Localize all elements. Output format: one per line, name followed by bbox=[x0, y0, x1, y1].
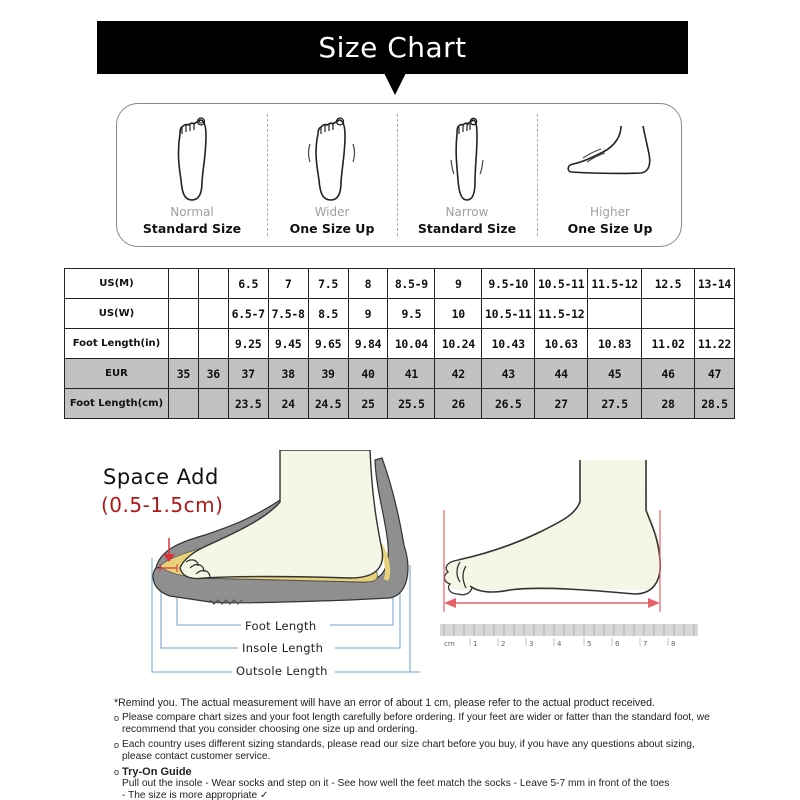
table-cell bbox=[198, 299, 228, 329]
table-cell: 43 bbox=[482, 359, 535, 389]
space-add-range: (0.5-1.5cm) bbox=[101, 493, 224, 517]
foot-type-normal bbox=[117, 104, 267, 246]
table-cell: 9 bbox=[435, 269, 482, 299]
table-cell: 8.5 bbox=[308, 299, 348, 329]
table-cell: 24 bbox=[268, 389, 308, 419]
svg-text:7: 7 bbox=[643, 640, 648, 648]
table-cell bbox=[588, 299, 642, 329]
title-pointer-arrow bbox=[384, 73, 406, 95]
table-cell: 10 bbox=[435, 299, 482, 329]
table-cell: 11.5-12 bbox=[535, 299, 588, 329]
high-arch-foot-icon bbox=[565, 124, 655, 194]
table-cell: 8.5-9 bbox=[388, 269, 435, 299]
bullet-circle-icon: o bbox=[114, 713, 120, 723]
size-recommendation: Standard Size bbox=[142, 221, 242, 236]
table-cell: 6.5 bbox=[228, 269, 268, 299]
table-cell: 13-14 bbox=[694, 269, 734, 299]
ruler-unit: cm bbox=[444, 640, 455, 648]
table-cell: 38 bbox=[268, 359, 308, 389]
table-cell: 9.25 bbox=[228, 329, 268, 359]
table-cell: 37 bbox=[228, 359, 268, 389]
row-header: US(M) bbox=[65, 269, 169, 299]
foot-type-label: Narrow bbox=[445, 205, 489, 219]
table-cell: 36 bbox=[198, 359, 228, 389]
foot-type-label: Normal bbox=[170, 205, 214, 219]
table-row-us-women bbox=[65, 299, 735, 329]
svg-text:8: 8 bbox=[671, 640, 676, 648]
bare-foot-measure-diagram bbox=[430, 450, 710, 660]
table-cell: 11.5-12 bbox=[588, 269, 642, 299]
table-cell: 40 bbox=[348, 359, 388, 389]
table-cell: 9.65 bbox=[308, 329, 348, 359]
try-on-result: - The size is more appropriate ✓ bbox=[122, 790, 269, 800]
table-cell: 10.83 bbox=[588, 329, 642, 359]
table-cell bbox=[198, 329, 228, 359]
table-cell: 28 bbox=[642, 389, 695, 419]
table-cell: 7.5-8 bbox=[268, 299, 308, 329]
note-text: Please compare chart sizes and your foot length carefully before ordering. If your feet are wider or fatter than the standard foot, we recommend that you consider choosing one size up and ordering. bbox=[122, 712, 710, 735]
wide-foot-icon bbox=[304, 112, 360, 204]
size-chart-title-banner bbox=[97, 21, 688, 74]
table-cell: 10.63 bbox=[535, 329, 588, 359]
table-cell bbox=[694, 299, 734, 329]
foot-type-label: Wider bbox=[314, 205, 350, 219]
table-cell: 44 bbox=[535, 359, 588, 389]
bullet-circle-icon: o bbox=[114, 767, 120, 777]
table-cell: 42 bbox=[435, 359, 482, 389]
table-cell: 35 bbox=[168, 359, 198, 389]
sizing-notes bbox=[114, 697, 714, 800]
svg-text:6: 6 bbox=[615, 640, 620, 648]
table-row-eur bbox=[65, 359, 735, 389]
table-cell: 10.43 bbox=[482, 329, 535, 359]
table-cell: 26.5 bbox=[482, 389, 535, 419]
table-cell: 26 bbox=[435, 389, 482, 419]
foot-type-label: Higher bbox=[590, 205, 630, 219]
table-cell: 24.5 bbox=[308, 389, 348, 419]
table-row-foot-length-in bbox=[65, 329, 735, 359]
table-cell: 9.5-10 bbox=[482, 269, 535, 299]
bullet-circle-icon: o bbox=[114, 740, 120, 750]
table-cell: 12.5 bbox=[642, 269, 695, 299]
normal-foot-icon bbox=[172, 112, 212, 204]
table-cell bbox=[168, 269, 198, 299]
size-recommendation: One Size Up bbox=[289, 221, 375, 236]
insole-length-label: Insole Length bbox=[238, 641, 327, 655]
table-cell: 41 bbox=[388, 359, 435, 389]
space-add-label: Space Add bbox=[103, 465, 219, 489]
row-header: EUR bbox=[65, 359, 169, 389]
table-cell: 39 bbox=[308, 359, 348, 389]
try-on-title: Try-On Guide bbox=[122, 766, 192, 778]
table-cell: 10.5-11 bbox=[535, 269, 588, 299]
table-cell: 27.5 bbox=[588, 389, 642, 419]
table-cell bbox=[642, 299, 695, 329]
table-cell: 9.84 bbox=[348, 329, 388, 359]
foot-type-higher bbox=[537, 104, 683, 246]
foot-length-label: Foot Length bbox=[241, 619, 320, 633]
table-cell bbox=[168, 389, 198, 419]
table-cell: 10.24 bbox=[435, 329, 482, 359]
table-cell: 11.22 bbox=[694, 329, 734, 359]
table-cell bbox=[198, 269, 228, 299]
svg-text:4: 4 bbox=[557, 640, 562, 648]
table-cell bbox=[168, 329, 198, 359]
table-cell: 23.5 bbox=[228, 389, 268, 419]
row-header: US(W) bbox=[65, 299, 169, 329]
size-recommendation: Standard Size bbox=[417, 221, 517, 236]
table-cell: 9.5 bbox=[388, 299, 435, 329]
note-bullet bbox=[114, 712, 714, 736]
try-on-guide bbox=[114, 766, 714, 778]
table-cell: 25 bbox=[348, 389, 388, 419]
table-cell: 46 bbox=[642, 359, 695, 389]
svg-text:5: 5 bbox=[587, 640, 592, 648]
svg-text:1: 1 bbox=[473, 640, 478, 648]
table-cell: 9 bbox=[348, 299, 388, 329]
table-row-foot-length-cm bbox=[65, 389, 735, 419]
table-cell: 6.5-7 bbox=[228, 299, 268, 329]
table-cell: 11.02 bbox=[642, 329, 695, 359]
table-cell: 7 bbox=[268, 269, 308, 299]
table-cell: 10.04 bbox=[388, 329, 435, 359]
table-cell: 45 bbox=[588, 359, 642, 389]
note-bullet bbox=[114, 739, 714, 763]
table-cell: 9.45 bbox=[268, 329, 308, 359]
try-on-steps: Pull out the insole - Wear socks and step on it - See how well the feet match the socks - Leave 5-7 mm in front of the toes bbox=[122, 778, 670, 789]
table-cell: 27 bbox=[535, 389, 588, 419]
row-header: Foot Length(in) bbox=[65, 329, 169, 359]
table-cell: 25.5 bbox=[388, 389, 435, 419]
table-cell: 7.5 bbox=[308, 269, 348, 299]
size-table bbox=[64, 268, 735, 419]
row-header: Foot Length(cm) bbox=[65, 389, 169, 419]
table-cell: 8 bbox=[348, 269, 388, 299]
table-row-us-men bbox=[65, 269, 735, 299]
foot-type-narrow bbox=[397, 104, 537, 246]
note-text: Each country uses different sizing standards, please read our size chart before you buy, if you have any questions about sizing, please contact customer service. bbox=[122, 739, 695, 762]
page-title: Size Chart bbox=[318, 31, 467, 64]
table-cell bbox=[168, 299, 198, 329]
narrow-foot-icon bbox=[442, 112, 492, 204]
outsole-length-label: Outsole Length bbox=[232, 664, 332, 678]
table-cell: 28.5 bbox=[694, 389, 734, 419]
table-cell bbox=[198, 389, 228, 419]
remind-note: *Remind you. The actual measurement will have an error of about 1 cm, please refer to the actual product received. bbox=[114, 697, 655, 709]
foot-types-panel bbox=[116, 103, 682, 247]
size-recommendation: One Size Up bbox=[567, 221, 653, 236]
foot-type-wider bbox=[267, 104, 397, 246]
svg-text:3: 3 bbox=[529, 640, 534, 648]
table-cell: 10.5-11 bbox=[482, 299, 535, 329]
svg-text:2: 2 bbox=[501, 640, 506, 648]
table-cell: 47 bbox=[694, 359, 734, 389]
